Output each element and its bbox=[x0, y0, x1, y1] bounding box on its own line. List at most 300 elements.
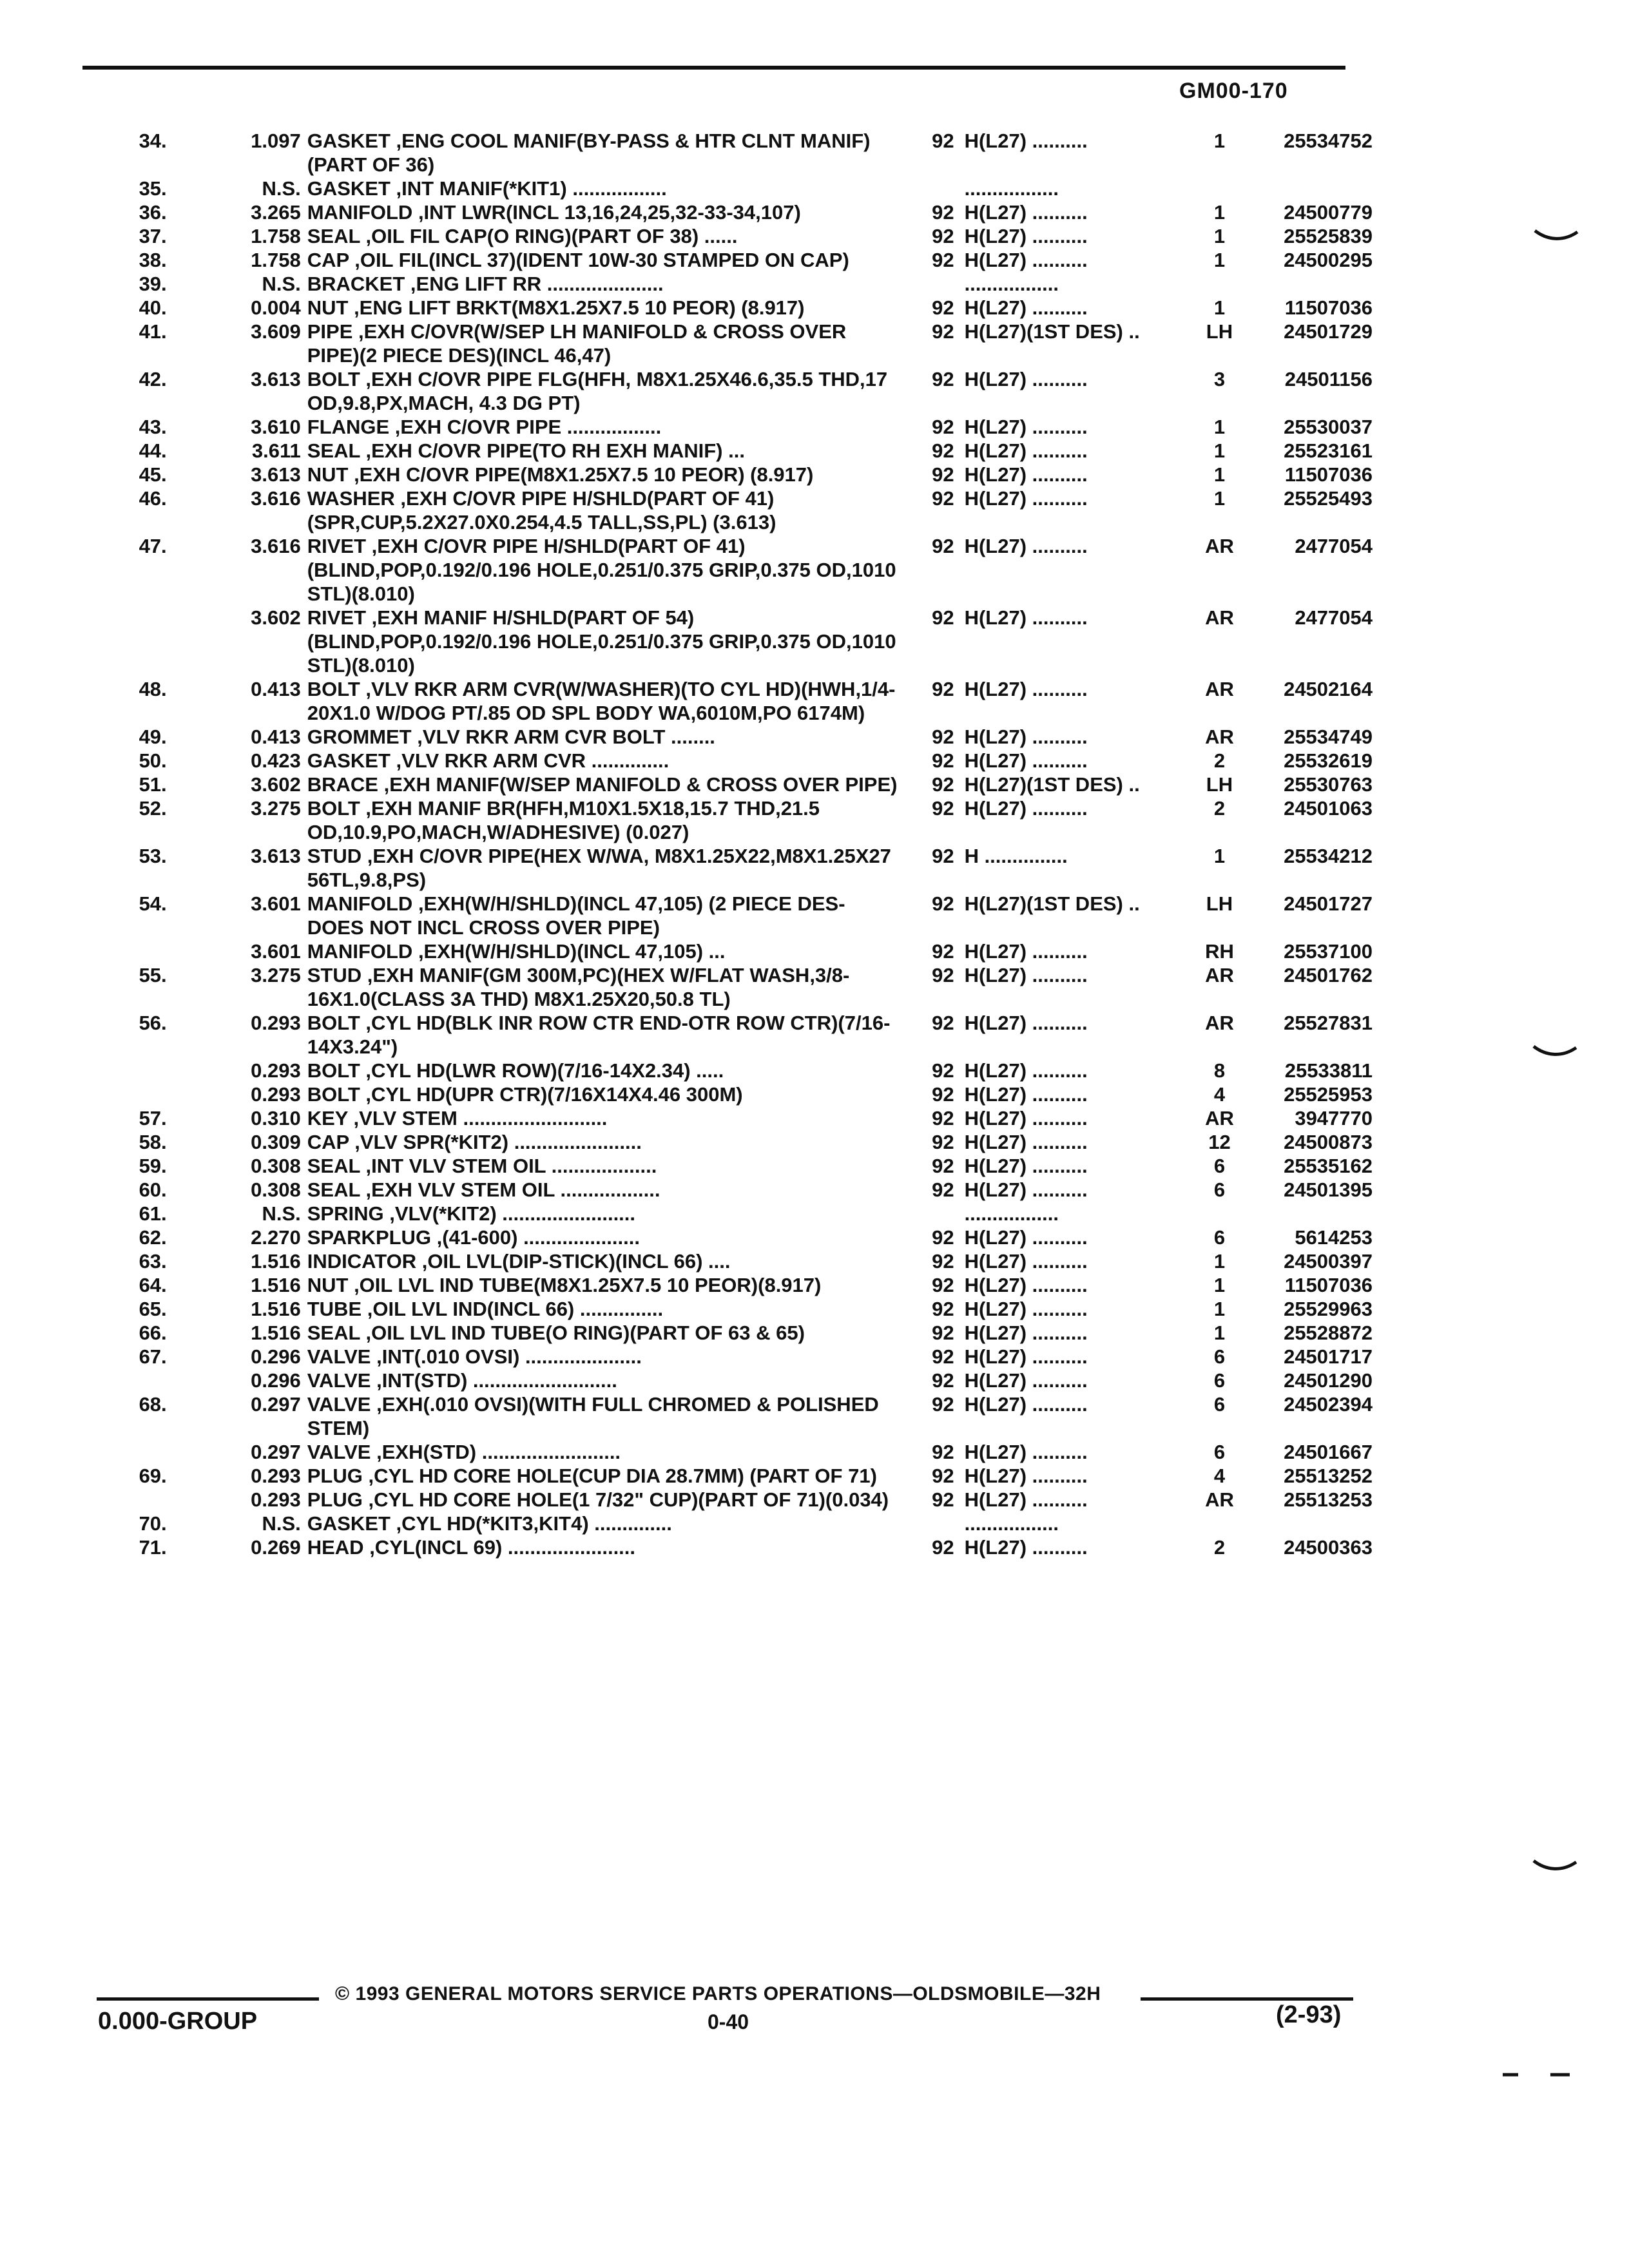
ref-number: 63. bbox=[139, 1250, 167, 1273]
quantity: 1 bbox=[1213, 130, 1226, 152]
table-row bbox=[84, 1130, 1373, 1154]
quantity: 6 bbox=[1213, 1226, 1226, 1249]
part-noun: VALVE bbox=[307, 1369, 371, 1392]
table-row bbox=[84, 248, 1373, 272]
group-number: 3.616 bbox=[251, 487, 301, 510]
part-detail: ,EXH C/OVR PIPE(M8X1.25X7.5 10 PEOR) (8.917) bbox=[348, 463, 814, 486]
part-detail: ,EXH MANIF BR(HFH,M10X1.5X18,15.7 THD,21.5 OD,10.9,PO,MACH,W/ADHESIVE) (0.027) bbox=[307, 797, 820, 843]
part-noun: SEAL bbox=[307, 225, 360, 247]
model-year: 92 bbox=[932, 1178, 954, 1201]
model-year: 92 bbox=[932, 1488, 954, 1511]
model-year: 92 bbox=[932, 201, 954, 224]
group-number: 0.269 bbox=[251, 1536, 301, 1559]
part-number: 25529963 bbox=[1284, 1298, 1373, 1320]
group-number: 3.613 bbox=[251, 845, 301, 867]
model-year: 92 bbox=[932, 225, 954, 247]
group-number: 0.293 bbox=[251, 1083, 301, 1106]
table-row bbox=[84, 1154, 1373, 1178]
part-noun: VALVE bbox=[307, 1441, 371, 1463]
part-number: 2477054 bbox=[1295, 535, 1373, 557]
ref-number: 37. bbox=[139, 225, 167, 247]
part-detail: ,ENG LIFT RR ..................... bbox=[405, 273, 664, 295]
part-detail: ,VLV STEM .......................... bbox=[347, 1107, 608, 1129]
part-description bbox=[307, 773, 913, 796]
part-number: 24501667 bbox=[1284, 1441, 1373, 1463]
part-noun: HEAD bbox=[307, 1536, 364, 1559]
quantity: LH bbox=[1206, 773, 1233, 796]
table-row bbox=[84, 486, 1373, 534]
part-number: 24500397 bbox=[1284, 1250, 1373, 1273]
group-number: 0.309 bbox=[251, 1131, 301, 1153]
table-row bbox=[84, 534, 1373, 606]
part-number: 25534752 bbox=[1284, 130, 1373, 152]
model-year: 92 bbox=[932, 1131, 954, 1153]
part-noun: BOLT bbox=[307, 1059, 360, 1082]
ref-number: 69. bbox=[139, 1465, 167, 1487]
model-code: H(L27) .......... bbox=[964, 201, 1088, 224]
part-number: 25534749 bbox=[1284, 726, 1373, 748]
part-number: 11507036 bbox=[1284, 296, 1373, 319]
model-code: H(L27) .......... bbox=[964, 368, 1088, 390]
model-year: 92 bbox=[932, 1226, 954, 1249]
group-number: 0.297 bbox=[251, 1393, 301, 1416]
part-description bbox=[307, 1106, 913, 1130]
model-year: 92 bbox=[932, 487, 954, 510]
quantity: AR bbox=[1205, 1012, 1234, 1034]
margin-mark bbox=[1534, 227, 1579, 253]
part-description bbox=[307, 606, 913, 677]
table-row bbox=[84, 1202, 1373, 1225]
model-code: H(L27) .......... bbox=[964, 1178, 1088, 1201]
part-number: 24502164 bbox=[1284, 678, 1373, 700]
ref-number: 59. bbox=[139, 1155, 167, 1177]
part-number: 24501727 bbox=[1284, 892, 1373, 915]
model-code: H(L27) .......... bbox=[964, 1131, 1088, 1153]
quantity: 1 bbox=[1213, 416, 1226, 438]
part-number: 25533811 bbox=[1284, 1059, 1373, 1082]
table-row bbox=[84, 272, 1373, 296]
part-detail: ,INT LWR(INCL 13,16,24,25,32-33-34,107) bbox=[412, 201, 801, 224]
group-number: 1.516 bbox=[251, 1298, 301, 1320]
part-description bbox=[307, 129, 913, 177]
table-row bbox=[84, 844, 1373, 892]
table-row bbox=[84, 1464, 1373, 1488]
part-detail: ,CYL HD(*KIT3,KIT4) .............. bbox=[390, 1512, 672, 1535]
part-description bbox=[307, 796, 913, 844]
part-detail: ,EXH MANIF(GM 300M,PC)(HEX W/FLAT WASH,3/8-16X1.0(CLASS 3A THD) M8X1.25X20,50.8 TL) bbox=[307, 964, 850, 1010]
part-noun: CAP bbox=[307, 1131, 349, 1153]
ref-number: 36. bbox=[139, 201, 167, 224]
table-row bbox=[84, 129, 1373, 177]
model-code: H(L27) .......... bbox=[964, 249, 1088, 271]
model-code: H(L27) .......... bbox=[964, 439, 1088, 462]
group-number: N.S. bbox=[262, 1202, 301, 1225]
group-number: N.S. bbox=[262, 273, 301, 295]
model-code: H(L27) .......... bbox=[964, 1369, 1088, 1392]
model-code: H(L27) .......... bbox=[964, 130, 1088, 152]
quantity: AR bbox=[1205, 606, 1234, 629]
part-detail: ,EXH C/OVR PIPE H/SHLD(PART OF 41) (BLIND,POP,0.192/0.196 HOLE,0.251/0.375 GRIP,0.375 OD,1010 STL)(8.010) bbox=[307, 535, 896, 605]
part-description bbox=[307, 1082, 913, 1106]
table-row bbox=[84, 796, 1373, 844]
quantity: 1 bbox=[1213, 249, 1226, 271]
part-description bbox=[307, 200, 913, 224]
ref-number: 34. bbox=[139, 130, 167, 152]
model-code: H(L27) .......... bbox=[964, 1250, 1088, 1273]
group-number: 3.616 bbox=[251, 535, 301, 557]
part-detail: ,EXH C/OVR PIPE H/SHLD(PART OF 41)(SPR,CUP,5.2X27.0X0.254,4.5 TALL,SS,PL) (3.613) bbox=[307, 487, 776, 533]
part-detail: ,CYL HD CORE HOLE(CUP DIA 28.7MM) (PART OF 71) bbox=[362, 1465, 877, 1487]
ref-number: 56. bbox=[139, 1012, 167, 1034]
table-row bbox=[84, 415, 1373, 439]
ref-number: 65. bbox=[139, 1298, 167, 1320]
part-description bbox=[307, 1440, 913, 1464]
copyright-line: © 1993 GENERAL MOTORS SERVICE PARTS OPERATIONS—OLDSMOBILE—32H bbox=[335, 1983, 1101, 2004]
ref-number: 66. bbox=[139, 1321, 167, 1344]
model-code: H(L27) .......... bbox=[964, 940, 1088, 963]
part-description bbox=[307, 296, 913, 320]
part-description bbox=[307, 1535, 913, 1559]
page-code: GM00-170 bbox=[1179, 79, 1288, 103]
group-number: 3.613 bbox=[251, 463, 301, 486]
part-description bbox=[307, 1154, 913, 1178]
ref-number: 49. bbox=[139, 726, 167, 748]
model-year: 92 bbox=[932, 1536, 954, 1559]
part-number: 25530037 bbox=[1284, 416, 1373, 438]
group-number: 1.097 bbox=[251, 130, 301, 152]
model-year: 92 bbox=[932, 1369, 954, 1392]
part-detail: ,INT MANIF(*KIT1) ................. bbox=[390, 177, 667, 200]
part-detail: ,OIL FIL(INCL 37)(IDENT 10W-30 STAMPED ON CAP) bbox=[349, 249, 849, 271]
ref-number: 46. bbox=[139, 487, 167, 510]
table-row bbox=[84, 224, 1373, 248]
part-noun: STUD bbox=[307, 964, 362, 986]
model-year: 92 bbox=[932, 1298, 954, 1320]
table-row bbox=[84, 606, 1373, 677]
model-code: H(L27)(1ST DES) .. bbox=[964, 892, 1140, 915]
model-year: 92 bbox=[932, 296, 954, 319]
group-number: 3.611 bbox=[251, 439, 301, 462]
model-code: H(L27) .......... bbox=[964, 1321, 1088, 1344]
table-row bbox=[84, 463, 1373, 486]
table-row bbox=[84, 1321, 1373, 1345]
part-number: 24500295 bbox=[1284, 249, 1373, 271]
quantity: 4 bbox=[1213, 1465, 1226, 1487]
model-code: H(L27) .......... bbox=[964, 535, 1088, 557]
part-number: 24500779 bbox=[1284, 201, 1373, 224]
part-number: 11507036 bbox=[1284, 1274, 1373, 1296]
model-code: H(L27) .......... bbox=[964, 296, 1088, 319]
part-description bbox=[307, 224, 913, 248]
part-noun: SPRING bbox=[307, 1202, 384, 1225]
model-code: H(L27) .......... bbox=[964, 1345, 1088, 1368]
part-detail: ,EXH(W/H/SHLD)(INCL 47,105) (2 PIECE DES-DOES NOT INCL CROSS OVER PIPE) bbox=[307, 892, 845, 939]
table-row bbox=[84, 1082, 1373, 1106]
part-number: 5614253 bbox=[1295, 1226, 1373, 1249]
quantity: 2 bbox=[1213, 1536, 1226, 1559]
part-noun: INDICATOR bbox=[307, 1250, 417, 1273]
page-number: 0-40 bbox=[708, 2010, 749, 2033]
model-year: 92 bbox=[932, 130, 954, 152]
ref-number: 35. bbox=[139, 177, 167, 200]
parts-catalog bbox=[84, 129, 1373, 1559]
model-year: 92 bbox=[932, 845, 954, 867]
part-number: 24501729 bbox=[1284, 320, 1373, 343]
ref-number: 60. bbox=[139, 1178, 167, 1201]
part-description bbox=[307, 1345, 913, 1369]
part-detail: ,INT(STD) .......................... bbox=[371, 1369, 617, 1392]
part-noun: PLUG bbox=[307, 1488, 363, 1511]
quantity: 1 bbox=[1213, 487, 1226, 510]
part-noun: SPARKPLUG bbox=[307, 1226, 432, 1249]
model-code: ................. bbox=[964, 177, 1059, 200]
group-number: 1.758 bbox=[251, 249, 301, 271]
table-row bbox=[84, 1297, 1373, 1321]
model-code: H(L27) .......... bbox=[964, 1107, 1088, 1129]
part-detail: ,CYL HD(BLK INR ROW CTR END-OTR ROW CTR)(7/16-14X3.24") bbox=[307, 1012, 891, 1058]
part-noun: WASHER bbox=[307, 487, 395, 510]
part-noun: BOLT bbox=[307, 1083, 360, 1106]
part-noun: STUD bbox=[307, 845, 362, 867]
part-number: 24501063 bbox=[1284, 797, 1373, 820]
model-year: 92 bbox=[932, 1107, 954, 1129]
model-year: 92 bbox=[932, 535, 954, 557]
part-number: 3947770 bbox=[1295, 1107, 1373, 1129]
part-description bbox=[307, 534, 913, 606]
model-code: H(L27) .......... bbox=[964, 225, 1088, 247]
part-noun: NUT bbox=[307, 1274, 349, 1296]
part-number: 25534212 bbox=[1284, 845, 1373, 867]
quantity: 3 bbox=[1213, 368, 1226, 390]
part-detail: ,VLV RKR ARM CVR(W/WASHER)(TO CYL HD)(HWH,1/4-20X1.0 W/DOG PT/.85 OD SPL BODY WA,6010M,PO 6174M) bbox=[307, 678, 896, 724]
table-row bbox=[84, 1512, 1373, 1535]
model-code: H(L27) .......... bbox=[964, 1059, 1088, 1082]
footer-rule-left bbox=[97, 1997, 319, 2001]
part-detail: ,OIL LVL IND TUBE(M8X1.25X7.5 10 PEOR)(8.917) bbox=[348, 1274, 822, 1296]
table-row bbox=[84, 177, 1373, 200]
ref-number: 50. bbox=[139, 749, 167, 772]
part-number: 25530763 bbox=[1284, 773, 1373, 796]
ref-number: 68. bbox=[139, 1393, 167, 1416]
quantity: LH bbox=[1206, 320, 1233, 343]
group-number: 3.265 bbox=[251, 201, 301, 224]
part-number: 25535162 bbox=[1284, 1155, 1373, 1177]
model-code: H(L27)(1ST DES) .. bbox=[964, 320, 1140, 343]
quantity: 4 bbox=[1213, 1083, 1226, 1106]
part-noun: MANIFOLD bbox=[307, 940, 413, 963]
footer-rule-right bbox=[1141, 1997, 1353, 2001]
part-number: 25537100 bbox=[1284, 940, 1373, 963]
part-description bbox=[307, 844, 913, 892]
part-description bbox=[307, 320, 913, 367]
model-year: 92 bbox=[932, 1059, 954, 1082]
part-detail: ,VLV RKR ARM CVR BOLT ........ bbox=[411, 726, 715, 748]
part-number: 2477054 bbox=[1295, 606, 1373, 629]
part-noun: VALVE bbox=[307, 1345, 371, 1368]
table-row bbox=[84, 892, 1373, 939]
part-description bbox=[307, 415, 913, 439]
part-description bbox=[307, 1011, 913, 1059]
model-code: H(L27) .......... bbox=[964, 1274, 1088, 1296]
part-number: 24501290 bbox=[1284, 1369, 1373, 1392]
group-number: 3.602 bbox=[251, 606, 301, 629]
model-code: H(L27) .......... bbox=[964, 1155, 1088, 1177]
group-number: 0.413 bbox=[251, 726, 301, 748]
table-row bbox=[84, 725, 1373, 749]
table-row bbox=[84, 439, 1373, 463]
model-code: H(L27)(1ST DES) .. bbox=[964, 773, 1140, 796]
model-code: H(L27) .......... bbox=[964, 964, 1088, 986]
model-year: 92 bbox=[932, 797, 954, 820]
part-noun: VALVE bbox=[307, 1393, 371, 1416]
group-number: 2.270 bbox=[251, 1226, 301, 1249]
group-number: 1.758 bbox=[251, 225, 301, 247]
table-row bbox=[84, 296, 1373, 320]
part-detail: ,CYL HD CORE HOLE(1 7/32" CUP)(PART OF 71)(0.034) bbox=[362, 1488, 889, 1511]
part-number: 24501762 bbox=[1284, 964, 1373, 986]
table-row bbox=[84, 963, 1373, 1011]
group-number: 3.613 bbox=[251, 368, 301, 390]
group-number: 3.609 bbox=[251, 320, 301, 343]
model-code: H(L27) .......... bbox=[964, 797, 1088, 820]
model-code: H(L27) .......... bbox=[964, 749, 1088, 772]
part-noun: SEAL bbox=[307, 1155, 360, 1177]
part-detail: ,EXH MANIF H/SHLD(PART OF 54) (BLIND,POP,0.192/0.196 HOLE,0.251/0.375 GRIP,0.375 OD,1010 STL)(8.010) bbox=[307, 606, 896, 677]
table-row bbox=[84, 200, 1373, 224]
quantity: 6 bbox=[1213, 1369, 1226, 1392]
part-number: 25528872 bbox=[1284, 1321, 1373, 1344]
part-number: 11507036 bbox=[1284, 463, 1373, 486]
quantity: AR bbox=[1205, 726, 1234, 748]
group-number: 0.308 bbox=[251, 1155, 301, 1177]
part-description bbox=[307, 1178, 913, 1202]
ref-number: 48. bbox=[139, 678, 167, 700]
quantity: 6 bbox=[1213, 1345, 1226, 1368]
model-year: 92 bbox=[932, 249, 954, 271]
table-row bbox=[84, 1488, 1373, 1512]
group-number: 3.601 bbox=[251, 892, 301, 915]
group-number: 0.293 bbox=[251, 1488, 301, 1511]
part-description bbox=[307, 1392, 913, 1440]
quantity: LH bbox=[1206, 892, 1233, 915]
ref-number: 44. bbox=[139, 439, 167, 462]
group-number: 3.601 bbox=[251, 940, 301, 963]
ref-number: 53. bbox=[139, 845, 167, 867]
model-year: 92 bbox=[932, 606, 954, 629]
part-detail: ,EXH(STD) ......................... bbox=[371, 1441, 621, 1463]
part-noun: CAP bbox=[307, 249, 349, 271]
part-description bbox=[307, 1225, 913, 1249]
table-row bbox=[84, 1059, 1373, 1082]
part-description bbox=[307, 749, 913, 773]
part-detail: ,OIL FIL CAP(O RING)(PART OF 38) ...... bbox=[360, 225, 738, 247]
margin-mark bbox=[1501, 2062, 1572, 2088]
ref-number: 45. bbox=[139, 463, 167, 486]
model-year: 92 bbox=[932, 463, 954, 486]
model-code: H(L27) .......... bbox=[964, 606, 1088, 629]
model-code: H(L27) .......... bbox=[964, 1083, 1088, 1106]
table-row bbox=[84, 1273, 1373, 1297]
part-noun: BOLT bbox=[307, 797, 360, 820]
part-number: 25513253 bbox=[1284, 1488, 1373, 1511]
part-description bbox=[307, 1297, 913, 1321]
ref-number: 70. bbox=[139, 1512, 167, 1535]
quantity: AR bbox=[1205, 1488, 1234, 1511]
group-number: 0.293 bbox=[251, 1012, 301, 1034]
part-noun: RIVET bbox=[307, 535, 367, 557]
quantity: 6 bbox=[1213, 1441, 1226, 1463]
part-description bbox=[307, 439, 913, 463]
table-row bbox=[84, 939, 1373, 963]
part-noun: TUBE bbox=[307, 1298, 362, 1320]
part-detail: ,ENG COOL MANIF(BY-PASS & HTR CLNT MANIF)(PART OF 36) bbox=[307, 130, 871, 176]
model-year: 92 bbox=[932, 1321, 954, 1344]
part-description bbox=[307, 1273, 913, 1297]
ref-number: 41. bbox=[139, 320, 167, 343]
part-detail: ,OIL LVL IND(INCL 66) ............... bbox=[361, 1298, 664, 1320]
part-description bbox=[307, 1512, 913, 1535]
ref-number: 47. bbox=[139, 535, 167, 557]
model-year: 92 bbox=[932, 749, 954, 772]
part-detail: ,EXH C/OVR PIPE(HEX W/WA, M8X1.25X22,M8X1.25X27 56TL,9.8,PS) bbox=[307, 845, 891, 891]
table-row bbox=[84, 677, 1373, 725]
margin-mark bbox=[1532, 1857, 1577, 1883]
model-code: H(L27) .......... bbox=[964, 1298, 1088, 1320]
quantity: 1 bbox=[1213, 1250, 1226, 1273]
part-number: 24501156 bbox=[1284, 368, 1373, 390]
group-number: 1.516 bbox=[251, 1250, 301, 1273]
part-number: 25527831 bbox=[1284, 1012, 1373, 1034]
part-noun: BOLT bbox=[307, 368, 360, 390]
part-number: 25513252 bbox=[1284, 1465, 1373, 1487]
ref-number: 58. bbox=[139, 1131, 167, 1153]
part-detail: ,EXH(W/H/SHLD)(INCL 47,105) ... bbox=[412, 940, 726, 963]
quantity: 12 bbox=[1208, 1131, 1231, 1153]
group-number: N.S. bbox=[262, 1512, 301, 1535]
part-description bbox=[307, 677, 913, 725]
part-noun: GASKET bbox=[307, 749, 390, 772]
table-row bbox=[84, 1225, 1373, 1249]
model-year: 92 bbox=[932, 773, 954, 796]
part-noun: BOLT bbox=[307, 678, 360, 700]
part-number: 25525839 bbox=[1284, 225, 1373, 247]
part-detail: ,INT(.010 OVSI) ..................... bbox=[371, 1345, 642, 1368]
part-noun: SEAL bbox=[307, 439, 360, 462]
part-number: 25532619 bbox=[1284, 749, 1373, 772]
part-noun: SEAL bbox=[307, 1178, 360, 1201]
group-label: 0.000-GROUP bbox=[98, 2008, 258, 2035]
model-code: H(L27) .......... bbox=[964, 1012, 1088, 1034]
group-number: 0.296 bbox=[251, 1345, 301, 1368]
group-number: 3.275 bbox=[251, 797, 301, 820]
part-number: 24501395 bbox=[1284, 1178, 1373, 1201]
model-code: H(L27) .......... bbox=[964, 1226, 1088, 1249]
part-description bbox=[307, 1202, 913, 1225]
part-detail: ,OIL LVL(DIP-STICK)(INCL 66) .... bbox=[416, 1250, 731, 1273]
group-number: 0.310 bbox=[251, 1107, 301, 1129]
table-row bbox=[84, 1178, 1373, 1202]
table-row bbox=[84, 773, 1373, 796]
margin-mark bbox=[1532, 1043, 1577, 1068]
group-number: 3.610 bbox=[251, 416, 301, 438]
model-year: 92 bbox=[932, 940, 954, 963]
table-row bbox=[84, 1369, 1373, 1392]
group-number: 0.293 bbox=[251, 1465, 301, 1487]
quantity: 1 bbox=[1213, 1298, 1226, 1320]
model-year: 92 bbox=[932, 368, 954, 390]
model-code: H(L27) .......... bbox=[964, 1536, 1088, 1559]
model-year: 92 bbox=[932, 1155, 954, 1177]
